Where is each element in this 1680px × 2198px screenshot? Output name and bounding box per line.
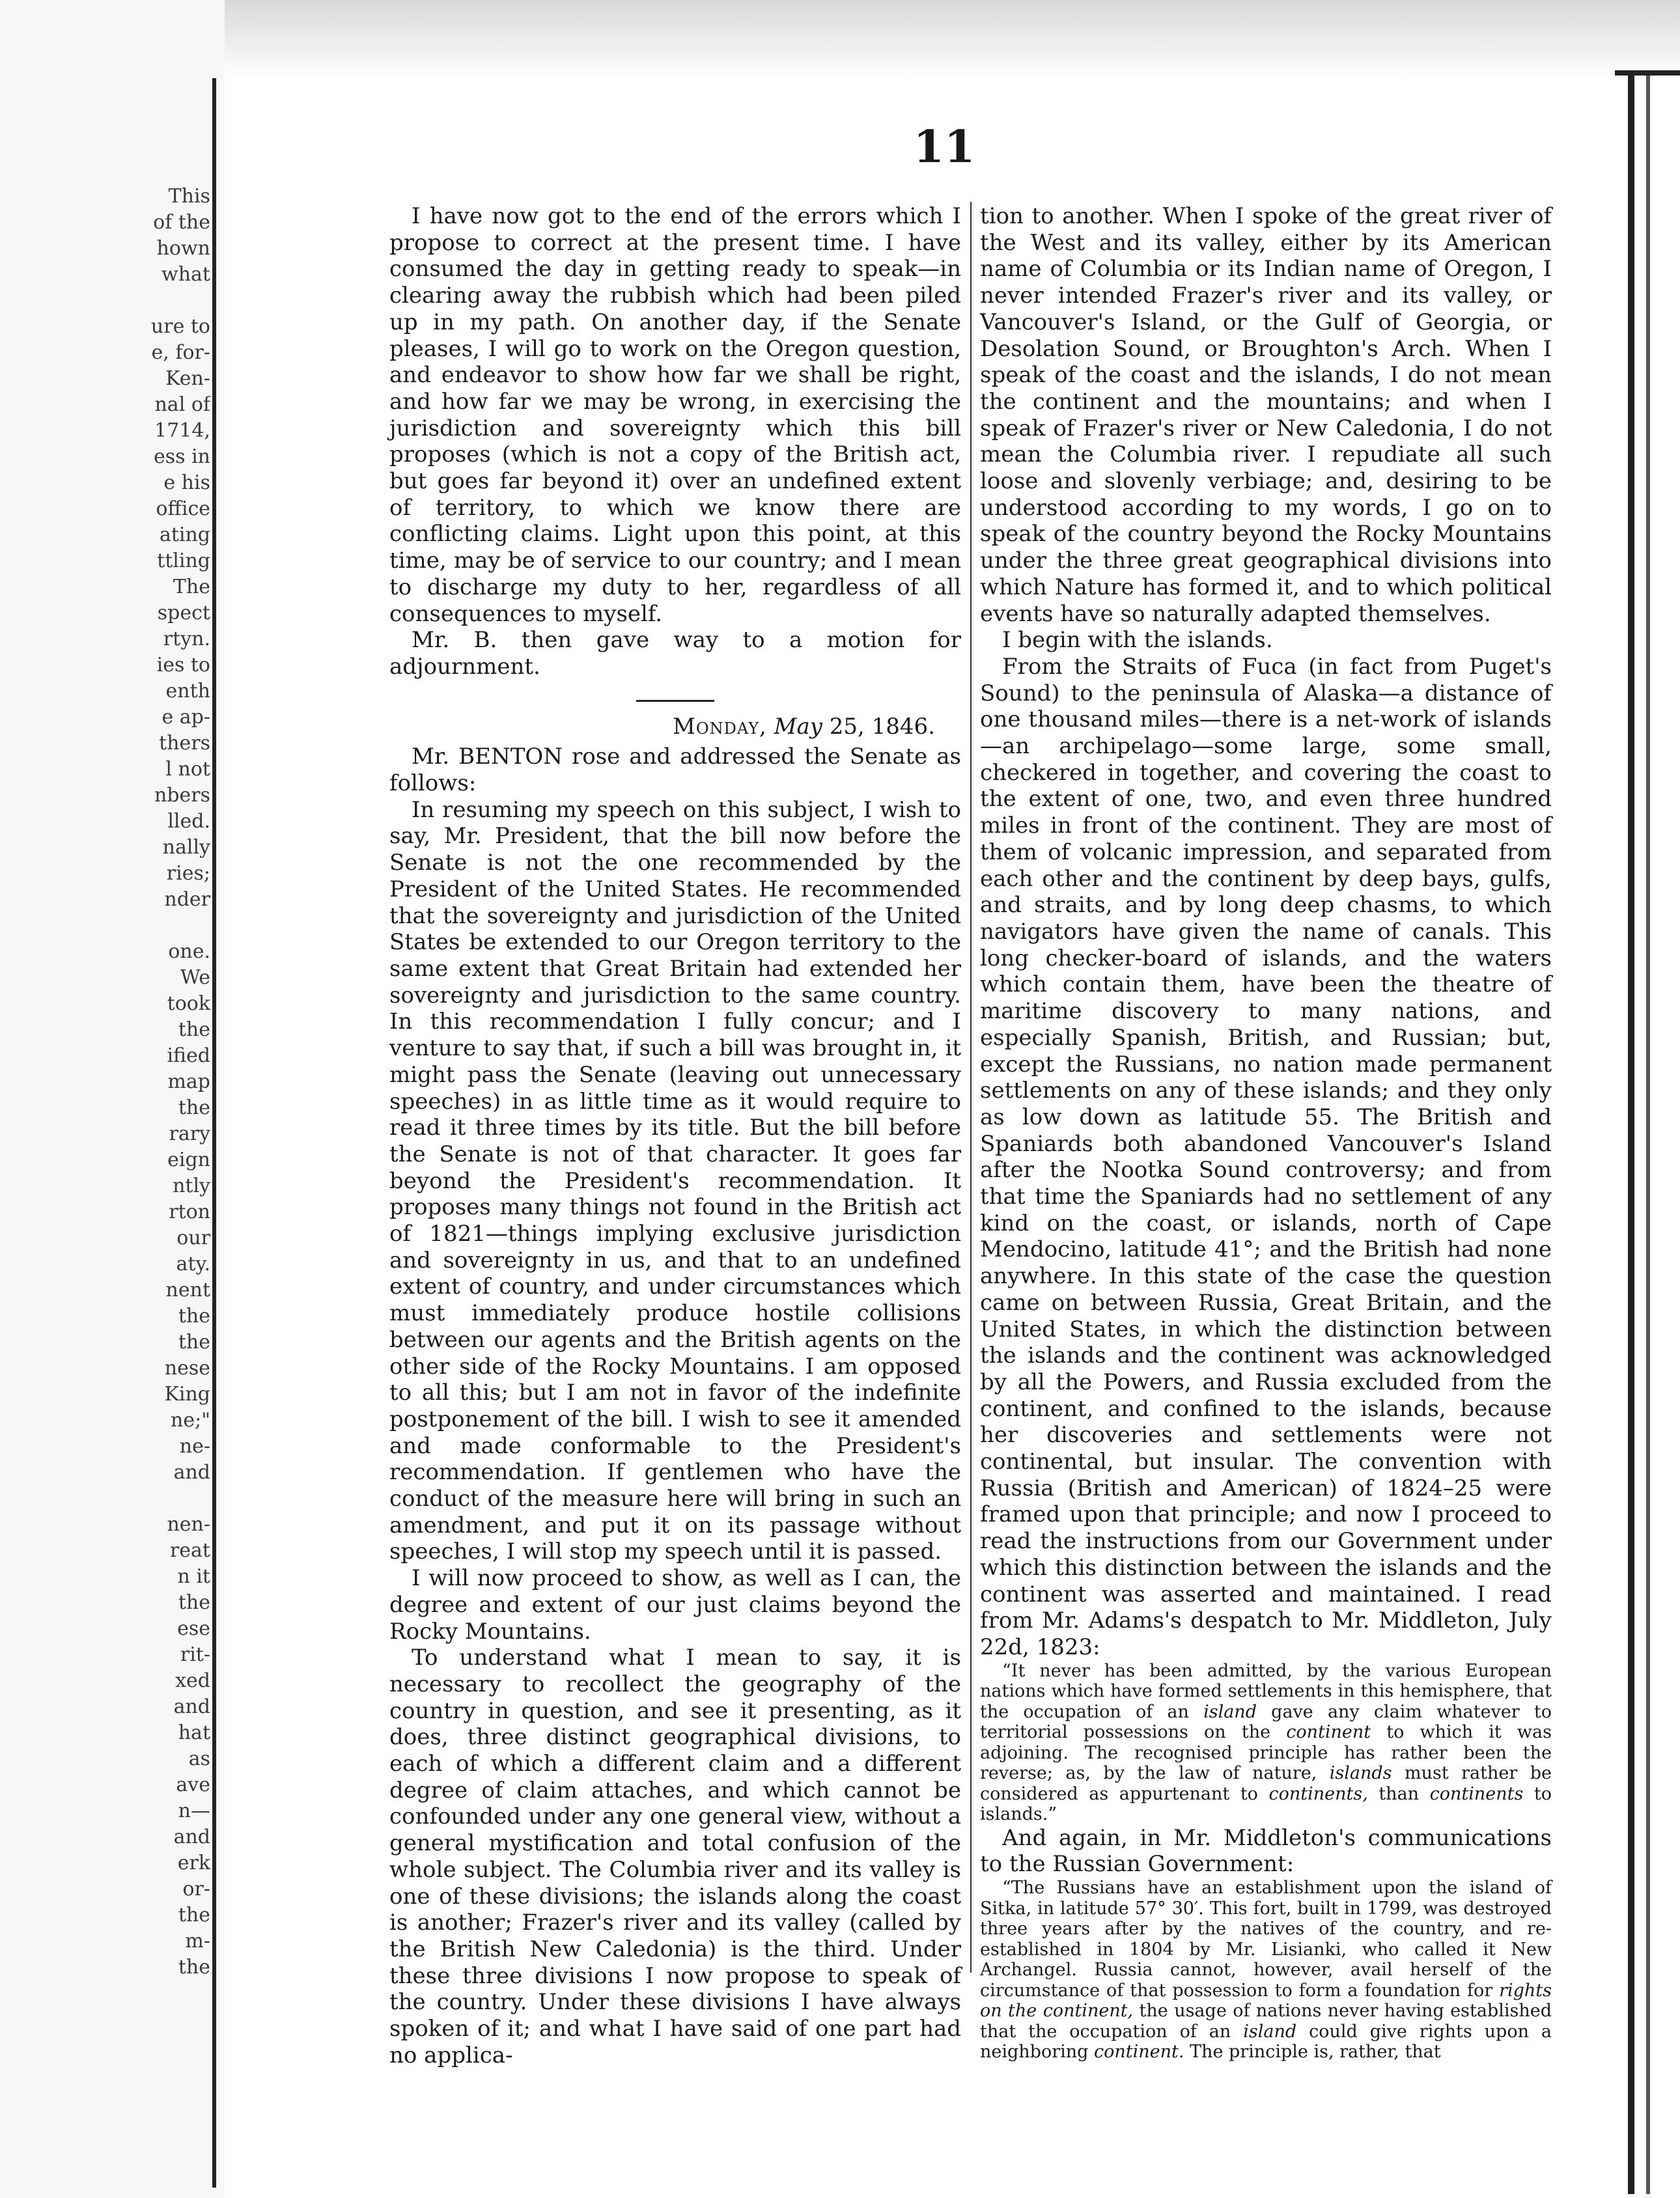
adjacent-page-fragment: and — [173, 1826, 210, 1848]
scan-top-shadow — [0, 0, 1680, 78]
adjacent-page-fragment: the — [178, 1591, 210, 1614]
adjacent-page-fragment — [67, 288, 210, 314]
dateline-day: Monday, — [673, 713, 767, 740]
paragraph: I will now proceed to show, as well as I can, the degree and extent of our just claims beyond the Rocky Mountains. — [389, 1565, 961, 1645]
adjacent-page-fragment: ne;" — [171, 1409, 210, 1432]
adjacent-page-fragment: as — [188, 1747, 210, 1770]
adjacent-page-fragment: n— — [178, 1800, 210, 1822]
adjacent-page-fragment: rton — [169, 1201, 210, 1223]
paragraph: I have now got to the end of the errors which I propose to correct at the present time. I have consumed the day in getting ready to speak—in clearing away the rubbish which had been piled up in my path. On another day, if the Senate pleases, I will go to work on the Oregon question, and endeavor to show how far we shall be right, and how far we may be wrong, in exercising the jurisdiction and sovereignty which this bill proposes (which is not a copy of the British act, but goes far beyond it) over an undefined extent of territory, to which we know there are conflicting claims. Light upon this point, at this time, may be of service to our country; and I mean to discharge my duty to her, regardless of all consequences to myself. — [389, 203, 961, 627]
paragraph: Mr. B. then gave way to a motion for adjournment. — [389, 627, 961, 680]
adjacent-page-fragment: ttling — [157, 550, 210, 572]
adjacent-page-fragment: took — [167, 992, 210, 1015]
adjacent-page-fragment: This — [168, 185, 210, 208]
adjacent-page-fragment: We — [180, 966, 210, 989]
block-quote: “It never has been admitted, by the various European nations which have formed settlements in this hemisphere, that the occupation of an island gave any claim whatever to territorial possessions on the continent to which it was adjoining. The recognised principle has rather been the reverse; as, by the law of nature, islands must rather be considered as appurtenant to continents, than continents to islands.” — [980, 1660, 1552, 1825]
adjacent-page-fragment: hat — [178, 1721, 210, 1744]
adjacent-page-fragment: rary — [169, 1122, 210, 1145]
adjacent-page-fragment: nally — [162, 836, 210, 859]
adjacent-page-fragment: the — [178, 1956, 210, 1979]
paragraph: To understand what I mean to say, it is necessary to recollect the geography of the country in question, and see it presenting, as it does, three distinct geographical divisions, to each of which a different claim and a different degree of claim attaches, and which cannot be confounded under any one general view, without a general mystification and total confusion of the whole subject. The Columbia river and its valley is one of these divisions; the islands along the coast is another; Frazer's river and its valley (called by the British New Caledonia) is the third. Under these three divisions I now propose to speak of the country. Under these divisions I have always spoken of it; and what I have said of one part had no applica- — [389, 1645, 961, 2068]
adjacent-page-fragment: ure to — [150, 315, 210, 338]
adjacent-page-fragment: King — [164, 1383, 210, 1406]
adjacent-page-fragment: l not — [165, 758, 210, 781]
paragraph: And again, in Mr. Middleton's communications to the Russian Government: — [980, 1824, 1552, 1878]
adjacent-page-fragment: what — [161, 263, 210, 286]
adjacent-page-fragment: one. — [168, 940, 210, 963]
adjacent-page-fragment: office — [156, 497, 210, 520]
adjacent-page-fragment: erk — [177, 1852, 210, 1874]
page-top-right-edge — [1615, 70, 1680, 76]
adjacent-page-fragment: the — [178, 1018, 210, 1041]
paragraph: I begin with the islands. — [1002, 627, 1273, 654]
adjacent-page-fragment: our — [176, 1227, 210, 1249]
page-right-edge-inner — [1646, 72, 1650, 2194]
adjacent-page-fragment: ating — [159, 523, 210, 546]
adjacent-page-fragment: m- — [185, 1930, 210, 1953]
adjacent-page-fragment: thers — [159, 732, 210, 755]
adjacent-page-fragment: the — [178, 1096, 210, 1119]
page-right-edge — [1628, 72, 1634, 2194]
adjacent-page-fragment: n it — [177, 1565, 210, 1588]
adjacent-page-fragment — [67, 913, 210, 939]
dateline-rest: 25, 1846. — [829, 713, 935, 740]
adjacent-page-fragment: the — [178, 1904, 210, 1927]
adjacent-page-fragment: the — [178, 1305, 210, 1328]
paragraph: Mr. BENTON rose and addressed the Senate as follows: — [389, 744, 961, 797]
adjacent-page-fragment: ies to — [156, 654, 210, 676]
adjacent-page-fragment: map — [167, 1070, 210, 1093]
adjacent-page-fragment: ne- — [179, 1435, 210, 1458]
block-quote: “The Russians have an establishment upon the island of Sitka, in latitude 57° 30′. This fort, built in 1799, was destroyed three years after by the natives of the country, and re-established in 1804 by Mr. Lisianki, who called it New Archangel. Russia cannot, however, avail herself of the circumstance of that possession to form a foundation for rights on the continent, the usage of nations never having established that the occupation of an island could give rights upon a neighboring continent. The principle is, rather, that — [980, 1878, 1552, 2063]
paragraph: tion to another. When I spoke of the great river of the West and its valley, either by its American name of Columbia or its Indian name of Oregon, I never intended Frazer's river and its valley, or Vancouver's Island, or the Gulf of Georgia, or Desolation Sound, or Broughton's Arch. When I speak of the coast and the islands, I do not mean the continent and the mountains; and when I speak of Frazer's river or New Caledonia, I do not mean the Columbia river. I repudiate all such loose and slovenly verbiage; and, desiring to be understood according to my words, I go on to speak of the country beyond the Rocky Mountains under the three great geographical divisions into which Nature has formed it, and to which political events have so naturally adapted themselves. — [980, 203, 1552, 627]
column-divider — [970, 202, 972, 1973]
adjacent-page-fragment: e his — [163, 471, 210, 494]
adjacent-page-fragment: nal of — [154, 393, 210, 416]
adjacent-page-fragment: nent — [165, 1279, 210, 1301]
adjacent-page-strip — [0, 0, 225, 2198]
adjacent-page-fragment: nese — [164, 1357, 210, 1380]
adjacent-page-fragment: ified — [167, 1044, 210, 1067]
adjacent-page-fragment: nder — [164, 888, 210, 911]
adjacent-page-fragment: lled. — [167, 810, 210, 833]
adjacent-page-fragment: of the — [153, 211, 210, 234]
adjacent-page-fragment: spect — [157, 602, 210, 624]
adjacent-page-fragment: ave — [176, 1774, 210, 1796]
adjacent-page-fragment: e ap- — [161, 706, 210, 729]
adjacent-page-fragment: hown — [156, 237, 210, 260]
adjacent-page-fragment: ese — [177, 1617, 210, 1640]
adjacent-page-fragment: ess in — [154, 445, 210, 468]
page-left-edge — [212, 78, 216, 2188]
dateline — [389, 714, 961, 740]
adjacent-page-fragment: rtyn. — [163, 628, 210, 650]
adjacent-page-fragment: Ken- — [165, 367, 210, 390]
adjacent-page-fragment: nen- — [167, 1513, 210, 1536]
adjacent-page-fragment: nbers — [154, 784, 210, 807]
adjacent-page-fragment: xed — [175, 1669, 210, 1692]
adjacent-page-fragment: rit- — [180, 1643, 210, 1666]
adjacent-page-fragment: or- — [182, 1878, 210, 1900]
adjacent-page-fragment: The — [173, 576, 210, 598]
adjacent-page-fragment — [67, 1486, 210, 1512]
adjacent-page-fragment: and — [173, 1461, 210, 1484]
adjacent-page-fragment: ries; — [166, 862, 210, 885]
adjacent-page-text-fragments — [67, 184, 210, 1981]
adjacent-page-fragment: the — [178, 1331, 210, 1354]
adjacent-page-fragment: e, for- — [151, 341, 210, 364]
right-column — [980, 203, 1552, 2063]
adjacent-page-fragment: reat — [169, 1539, 210, 1562]
page-number: 11 — [913, 121, 975, 173]
paragraph: In resuming my speech on this subject, I wish to say, Mr. President, that the bill now before the Senate is not the one recommended by the President of the United States. He recommended that the sovereignty and jurisdiction of the United States be extended to our Oregon territory to the same extent that Great Britain had extended her sovereignty and jurisdiction to the same country. In this recommendation I fully concur; and I venture to say that, if such a bill was brought in, it might pass the Senate (leaving out unnecessary speeches) in as little time as it would require to read it three times by its title. But the bill before the Senate is not of that character. It goes far beyond the President's recommendation. It proposes many things not found in the British act of 1821—things implying exclusive jurisdiction and sovereignty in us, and that to an undefined extent of country, and under circumstances which must immediately produce hostile collisions between our agents and the British agents on the other side of the Rocky Mountains. I am opposed to all this; but I am not in favor of the indefinite postponement of the bill. I wish to see it amended and made conformable to the President's recommendation. If gentlemen who have the conduct of the measure here will bring in such an amendment, and put it on its passage without speeches, I will stop my speech until it is passed. — [389, 796, 961, 1565]
adjacent-page-fragment: 1714, — [154, 419, 210, 442]
adjacent-page-fragment: ntly — [173, 1175, 210, 1197]
adjacent-page-fragment: eign — [167, 1148, 210, 1171]
adjacent-page-fragment: and — [173, 1695, 210, 1718]
adjacent-page-fragment: enth — [165, 680, 210, 703]
section-divider — [636, 700, 714, 702]
paragraph: From the Straits of Fuca (in fact from Puget's Sound) to the peninsula of Alaska—a distance of one thousand miles—there is a net-work of islands—an archipelago—some large, some small, checkered in together, and covering the coast to the extent of one, two, and even three hundred miles in front of the continent. They are most of them of volcanic impression, and separated from each other and the continent by deep bays, gulfs, and straits, and by long deep chasms, to which navigators have given the name of canals. This long checker-board of islands, and the waters which contain them, have been the theatre of maritime discovery to many nations, and especially Spanish, British, and Russian; but, except the Russians, no nation made permanent settlements on any of these islands; and they only as low down as latitude 55. The British and Spaniards both abandoned Vancouver's Island after the Nootka Sound controversy; and from that time the Spaniards had no settlement of any kind on the coast, or islands, north of Cape Mendocino, latitude 41°; and the British had none anywhere. In this state of the case the question came on between Russia, Great Britain, and the United States, in which the distinction between the islands and the continent was acknowledged by all the Powers, and Russia excluded from the continent, and confined to the islands, because her discoveries and settlements were not continental, but insular. The convention with Russia (British and American) of 1824–25 were framed upon that principle; and now I proceed to read the instructions from our Government under which this distinction between the islands and the continent was asserted and maintained. I read from Mr. Adams's despatch to Mr. Middleton, July 22d, 1823: — [980, 653, 1552, 1660]
dateline-month: May — [774, 713, 822, 740]
adjacent-page-fragment: aty. — [176, 1253, 210, 1275]
left-column — [389, 203, 961, 2069]
